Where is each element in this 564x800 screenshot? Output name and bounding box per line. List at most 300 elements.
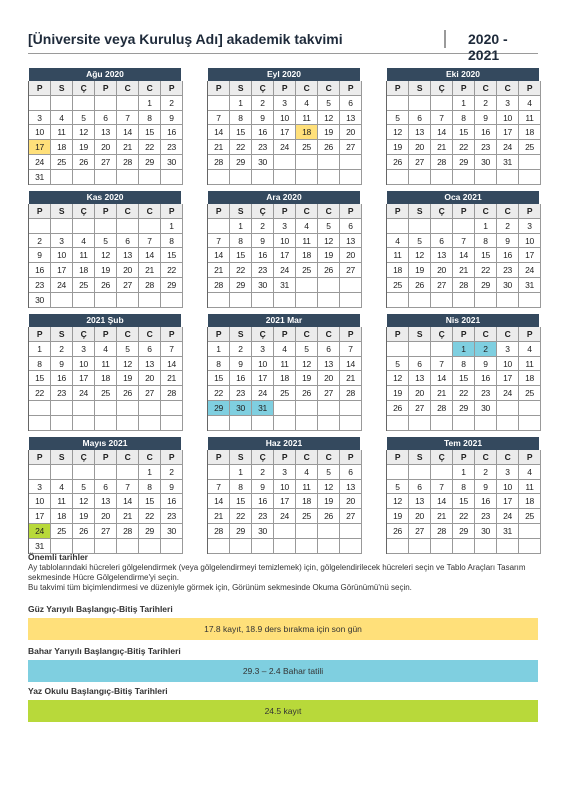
day-cell[interactable]: 11 xyxy=(519,480,541,495)
day-cell[interactable]: 14 xyxy=(431,494,453,509)
day-cell[interactable]: 21 xyxy=(453,263,475,278)
day-cell[interactable]: 3 xyxy=(252,342,274,357)
day-cell[interactable]: 26 xyxy=(387,401,409,416)
day-cell[interactable]: 27 xyxy=(95,155,117,170)
day-cell[interactable]: 17 xyxy=(29,509,51,524)
day-cell[interactable]: 27 xyxy=(340,263,362,278)
day-cell[interactable]: 24 xyxy=(274,263,296,278)
day-cell[interactable]: 21 xyxy=(139,263,161,278)
day-cell[interactable]: 24 xyxy=(29,524,51,539)
day-cell[interactable]: 28 xyxy=(431,524,453,539)
day-cell[interactable]: 20 xyxy=(409,140,431,155)
day-cell[interactable]: 15 xyxy=(208,371,230,386)
day-cell[interactable]: 21 xyxy=(117,140,139,155)
day-cell[interactable]: 2 xyxy=(475,96,497,111)
day-cell[interactable]: 30 xyxy=(252,155,274,170)
day-cell[interactable]: 28 xyxy=(208,155,230,170)
day-cell[interactable]: 25 xyxy=(51,524,73,539)
day-cell[interactable]: 4 xyxy=(296,465,318,480)
day-cell[interactable]: 15 xyxy=(475,248,497,263)
day-cell[interactable]: 19 xyxy=(387,140,409,155)
summer-school-bar[interactable]: 24.5 kayıt xyxy=(28,700,538,722)
day-cell[interactable]: 13 xyxy=(431,248,453,263)
day-cell[interactable]: 26 xyxy=(117,386,139,401)
day-cell[interactable]: 29 xyxy=(475,278,497,293)
day-cell[interactable]: 1 xyxy=(453,342,475,357)
day-cell[interactable]: 19 xyxy=(73,140,95,155)
day-cell[interactable]: 3 xyxy=(274,219,296,234)
day-cell[interactable]: 21 xyxy=(208,140,230,155)
day-cell[interactable]: 3 xyxy=(29,111,51,126)
day-cell[interactable]: 23 xyxy=(230,386,252,401)
day-cell[interactable]: 12 xyxy=(117,357,139,372)
day-cell[interactable]: 10 xyxy=(51,248,73,263)
day-cell[interactable]: 10 xyxy=(274,111,296,126)
day-cell[interactable]: 23 xyxy=(51,386,73,401)
day-cell[interactable]: 3 xyxy=(519,219,541,234)
day-cell[interactable]: 18 xyxy=(73,263,95,278)
day-cell[interactable]: 22 xyxy=(208,386,230,401)
day-cell[interactable]: 25 xyxy=(73,278,95,293)
day-cell[interactable]: 9 xyxy=(161,111,183,126)
day-cell[interactable]: 22 xyxy=(161,263,183,278)
day-cell[interactable]: 10 xyxy=(497,357,519,372)
day-cell[interactable]: 13 xyxy=(340,480,362,495)
day-cell[interactable]: 16 xyxy=(252,494,274,509)
day-cell[interactable]: 21 xyxy=(208,509,230,524)
day-cell[interactable]: 19 xyxy=(409,263,431,278)
day-cell[interactable]: 9 xyxy=(161,480,183,495)
day-cell[interactable]: 1 xyxy=(230,219,252,234)
day-cell[interactable]: 10 xyxy=(274,234,296,249)
day-cell[interactable]: 20 xyxy=(340,494,362,509)
day-cell[interactable]: 30 xyxy=(161,524,183,539)
day-cell[interactable]: 8 xyxy=(29,357,51,372)
day-cell[interactable]: 27 xyxy=(340,509,362,524)
day-cell[interactable]: 29 xyxy=(230,155,252,170)
day-cell[interactable]: 16 xyxy=(51,371,73,386)
day-cell[interactable]: 25 xyxy=(519,509,541,524)
day-cell[interactable]: 5 xyxy=(318,219,340,234)
day-cell[interactable]: 15 xyxy=(139,125,161,140)
day-cell[interactable]: 24 xyxy=(274,509,296,524)
day-cell[interactable]: 29 xyxy=(139,155,161,170)
day-cell[interactable]: 11 xyxy=(296,111,318,126)
day-cell[interactable]: 19 xyxy=(296,371,318,386)
day-cell[interactable]: 3 xyxy=(497,342,519,357)
day-cell[interactable]: 1 xyxy=(208,342,230,357)
day-cell[interactable]: 10 xyxy=(252,357,274,372)
day-cell[interactable]: 12 xyxy=(318,480,340,495)
day-cell[interactable]: 26 xyxy=(318,509,340,524)
day-cell[interactable]: 13 xyxy=(117,248,139,263)
day-cell[interactable]: 29 xyxy=(208,401,230,416)
day-cell[interactable]: 9 xyxy=(230,357,252,372)
day-cell[interactable]: 11 xyxy=(73,248,95,263)
day-cell[interactable]: 28 xyxy=(161,386,183,401)
day-cell[interactable]: 14 xyxy=(208,125,230,140)
day-cell[interactable]: 19 xyxy=(387,509,409,524)
day-cell[interactable]: 15 xyxy=(453,125,475,140)
day-cell[interactable]: 25 xyxy=(519,386,541,401)
day-cell[interactable]: 26 xyxy=(296,386,318,401)
day-cell[interactable]: 25 xyxy=(95,386,117,401)
day-cell[interactable]: 28 xyxy=(208,278,230,293)
day-cell[interactable]: 7 xyxy=(431,480,453,495)
day-cell[interactable]: 4 xyxy=(519,342,541,357)
day-cell[interactable]: 30 xyxy=(161,155,183,170)
day-cell[interactable]: 4 xyxy=(519,96,541,111)
day-cell[interactable]: 18 xyxy=(519,494,541,509)
day-cell[interactable]: 22 xyxy=(230,509,252,524)
day-cell[interactable]: 26 xyxy=(73,155,95,170)
day-cell[interactable]: 8 xyxy=(139,480,161,495)
day-cell[interactable]: 21 xyxy=(431,509,453,524)
day-cell[interactable]: 21 xyxy=(161,371,183,386)
day-cell[interactable]: 27 xyxy=(409,524,431,539)
day-cell[interactable]: 9 xyxy=(475,357,497,372)
day-cell[interactable]: 16 xyxy=(475,371,497,386)
day-cell[interactable]: 7 xyxy=(139,234,161,249)
day-cell[interactable]: 6 xyxy=(409,111,431,126)
day-cell[interactable]: 10 xyxy=(497,111,519,126)
day-cell[interactable]: 26 xyxy=(387,524,409,539)
day-cell[interactable]: 22 xyxy=(453,386,475,401)
day-cell[interactable]: 7 xyxy=(117,480,139,495)
day-cell[interactable]: 9 xyxy=(497,234,519,249)
day-cell[interactable]: 11 xyxy=(51,125,73,140)
day-cell[interactable]: 16 xyxy=(475,494,497,509)
day-cell[interactable]: 11 xyxy=(296,480,318,495)
day-cell[interactable]: 31 xyxy=(252,401,274,416)
day-cell[interactable]: 26 xyxy=(409,278,431,293)
day-cell[interactable]: 25 xyxy=(387,278,409,293)
day-cell[interactable]: 5 xyxy=(296,342,318,357)
day-cell[interactable]: 14 xyxy=(431,125,453,140)
day-cell[interactable]: 21 xyxy=(117,509,139,524)
day-cell[interactable]: 13 xyxy=(139,357,161,372)
day-cell[interactable]: 23 xyxy=(252,509,274,524)
day-cell[interactable]: 30 xyxy=(29,293,51,308)
day-cell[interactable]: 12 xyxy=(387,494,409,509)
day-cell[interactable]: 3 xyxy=(274,465,296,480)
day-cell[interactable]: 15 xyxy=(29,371,51,386)
day-cell[interactable]: 15 xyxy=(230,494,252,509)
day-cell[interactable]: 9 xyxy=(252,480,274,495)
day-cell[interactable]: 5 xyxy=(73,480,95,495)
day-cell[interactable]: 14 xyxy=(453,248,475,263)
day-cell[interactable]: 13 xyxy=(340,234,362,249)
day-cell[interactable]: 16 xyxy=(230,371,252,386)
day-cell[interactable]: 10 xyxy=(274,480,296,495)
day-cell[interactable]: 25 xyxy=(519,140,541,155)
day-cell[interactable]: 7 xyxy=(453,234,475,249)
day-cell[interactable]: 30 xyxy=(475,155,497,170)
day-cell[interactable]: 25 xyxy=(296,263,318,278)
day-cell[interactable]: 12 xyxy=(73,125,95,140)
day-cell[interactable]: 7 xyxy=(161,342,183,357)
day-cell[interactable]: 13 xyxy=(409,371,431,386)
day-cell[interactable]: 19 xyxy=(387,386,409,401)
day-cell[interactable]: 14 xyxy=(139,248,161,263)
day-cell[interactable]: 2 xyxy=(475,342,497,357)
day-cell[interactable]: 1 xyxy=(230,96,252,111)
day-cell[interactable]: 15 xyxy=(453,494,475,509)
day-cell[interactable]: 2 xyxy=(51,342,73,357)
day-cell[interactable]: 14 xyxy=(431,371,453,386)
day-cell[interactable]: 17 xyxy=(497,371,519,386)
day-cell[interactable]: 26 xyxy=(73,524,95,539)
day-cell[interactable]: 10 xyxy=(497,480,519,495)
day-cell[interactable]: 7 xyxy=(208,234,230,249)
day-cell[interactable]: 6 xyxy=(409,480,431,495)
day-cell[interactable]: 28 xyxy=(431,155,453,170)
day-cell[interactable]: 18 xyxy=(519,371,541,386)
day-cell[interactable]: 21 xyxy=(208,263,230,278)
day-cell[interactable]: 23 xyxy=(475,386,497,401)
day-cell[interactable]: 22 xyxy=(139,140,161,155)
day-cell[interactable]: 8 xyxy=(161,234,183,249)
day-cell[interactable]: 17 xyxy=(274,248,296,263)
day-cell[interactable]: 17 xyxy=(497,125,519,140)
day-cell[interactable]: 1 xyxy=(453,465,475,480)
fall-semester-bar[interactable]: 17.8 kayıt, 18.9 ders bırakma için son gün xyxy=(28,618,538,640)
day-cell[interactable]: 7 xyxy=(208,111,230,126)
day-cell[interactable]: 2 xyxy=(161,96,183,111)
day-cell[interactable]: 12 xyxy=(409,248,431,263)
day-cell[interactable]: 2 xyxy=(161,465,183,480)
day-cell[interactable]: 12 xyxy=(318,234,340,249)
day-cell[interactable]: 5 xyxy=(387,480,409,495)
day-cell[interactable]: 18 xyxy=(519,125,541,140)
day-cell[interactable]: 11 xyxy=(519,111,541,126)
day-cell[interactable]: 20 xyxy=(95,140,117,155)
spring-semester-bar[interactable]: 29.3 – 2.4 Bahar tatili xyxy=(28,660,538,682)
day-cell[interactable]: 16 xyxy=(497,248,519,263)
day-cell[interactable]: 19 xyxy=(318,125,340,140)
day-cell[interactable]: 10 xyxy=(519,234,541,249)
day-cell[interactable]: 17 xyxy=(252,371,274,386)
day-cell[interactable]: 9 xyxy=(475,111,497,126)
day-cell[interactable]: 12 xyxy=(387,125,409,140)
day-cell[interactable]: 20 xyxy=(340,248,362,263)
day-cell[interactable]: 30 xyxy=(230,401,252,416)
day-cell[interactable]: 14 xyxy=(161,357,183,372)
day-cell[interactable]: 8 xyxy=(475,234,497,249)
day-cell[interactable]: 5 xyxy=(409,234,431,249)
day-cell[interactable]: 3 xyxy=(51,234,73,249)
day-cell[interactable]: 4 xyxy=(274,342,296,357)
day-cell[interactable]: 1 xyxy=(29,342,51,357)
day-cell[interactable]: 15 xyxy=(161,248,183,263)
day-cell[interactable]: 9 xyxy=(475,480,497,495)
day-cell[interactable]: 28 xyxy=(208,524,230,539)
day-cell[interactable]: 4 xyxy=(51,111,73,126)
day-cell[interactable]: 12 xyxy=(95,248,117,263)
day-cell[interactable]: 4 xyxy=(296,96,318,111)
day-cell[interactable]: 20 xyxy=(117,263,139,278)
day-cell[interactable]: 28 xyxy=(340,386,362,401)
day-cell[interactable]: 17 xyxy=(274,125,296,140)
day-cell[interactable]: 13 xyxy=(95,125,117,140)
day-cell[interactable]: 19 xyxy=(117,371,139,386)
day-cell[interactable]: 12 xyxy=(73,494,95,509)
day-cell[interactable]: 18 xyxy=(296,125,318,140)
day-cell[interactable]: 13 xyxy=(95,494,117,509)
day-cell[interactable]: 8 xyxy=(230,111,252,126)
day-cell[interactable]: 18 xyxy=(95,371,117,386)
day-cell[interactable]: 31 xyxy=(519,278,541,293)
day-cell[interactable]: 24 xyxy=(519,263,541,278)
day-cell[interactable]: 30 xyxy=(497,278,519,293)
day-cell[interactable]: 9 xyxy=(29,248,51,263)
day-cell[interactable]: 11 xyxy=(95,357,117,372)
day-cell[interactable]: 28 xyxy=(117,524,139,539)
day-cell[interactable]: 21 xyxy=(431,386,453,401)
day-cell[interactable]: 11 xyxy=(51,494,73,509)
day-cell[interactable]: 29 xyxy=(230,278,252,293)
day-cell[interactable]: 24 xyxy=(497,386,519,401)
day-cell[interactable]: 7 xyxy=(340,342,362,357)
day-cell[interactable]: 27 xyxy=(117,278,139,293)
day-cell[interactable]: 9 xyxy=(252,234,274,249)
day-cell[interactable]: 11 xyxy=(519,357,541,372)
day-cell[interactable]: 31 xyxy=(497,155,519,170)
day-cell[interactable]: 15 xyxy=(139,494,161,509)
day-cell[interactable]: 27 xyxy=(340,140,362,155)
day-cell[interactable]: 23 xyxy=(252,140,274,155)
day-cell[interactable]: 8 xyxy=(453,111,475,126)
day-cell[interactable]: 21 xyxy=(340,371,362,386)
day-cell[interactable]: 25 xyxy=(51,155,73,170)
day-cell[interactable]: 5 xyxy=(117,342,139,357)
day-cell[interactable]: 18 xyxy=(51,509,73,524)
day-cell[interactable]: 23 xyxy=(475,140,497,155)
day-cell[interactable]: 3 xyxy=(497,96,519,111)
day-cell[interactable]: 7 xyxy=(431,357,453,372)
day-cell[interactable]: 29 xyxy=(139,524,161,539)
day-cell[interactable]: 29 xyxy=(453,155,475,170)
day-cell[interactable]: 6 xyxy=(409,357,431,372)
day-cell[interactable]: 12 xyxy=(387,371,409,386)
day-cell[interactable]: 2 xyxy=(29,234,51,249)
day-cell[interactable]: 16 xyxy=(475,125,497,140)
day-cell[interactable]: 6 xyxy=(95,480,117,495)
day-cell[interactable]: 15 xyxy=(230,125,252,140)
day-cell[interactable]: 2 xyxy=(497,219,519,234)
day-cell[interactable]: 5 xyxy=(318,465,340,480)
day-cell[interactable]: 27 xyxy=(139,386,161,401)
day-cell[interactable]: 6 xyxy=(318,342,340,357)
day-cell[interactable]: 20 xyxy=(95,509,117,524)
day-cell[interactable]: 12 xyxy=(318,111,340,126)
day-cell[interactable]: 20 xyxy=(340,125,362,140)
day-cell[interactable]: 31 xyxy=(29,170,51,185)
day-cell[interactable]: 23 xyxy=(161,509,183,524)
day-cell[interactable]: 19 xyxy=(73,509,95,524)
day-cell[interactable]: 19 xyxy=(318,248,340,263)
day-cell[interactable]: 8 xyxy=(230,480,252,495)
day-cell[interactable]: 18 xyxy=(51,140,73,155)
day-cell[interactable]: 28 xyxy=(117,155,139,170)
day-cell[interactable]: 1 xyxy=(230,465,252,480)
day-cell[interactable]: 24 xyxy=(73,386,95,401)
day-cell[interactable]: 22 xyxy=(453,509,475,524)
day-cell[interactable]: 12 xyxy=(296,357,318,372)
day-cell[interactable]: 20 xyxy=(431,263,453,278)
day-cell[interactable]: 1 xyxy=(139,465,161,480)
day-cell[interactable]: 3 xyxy=(29,480,51,495)
day-cell[interactable]: 1 xyxy=(475,219,497,234)
day-cell[interactable]: 4 xyxy=(51,480,73,495)
day-cell[interactable]: 11 xyxy=(387,248,409,263)
day-cell[interactable]: 5 xyxy=(95,234,117,249)
day-cell[interactable]: 4 xyxy=(387,234,409,249)
day-cell[interactable]: 6 xyxy=(340,465,362,480)
day-cell[interactable]: 25 xyxy=(296,140,318,155)
day-cell[interactable]: 4 xyxy=(519,465,541,480)
day-cell[interactable]: 18 xyxy=(387,263,409,278)
day-cell[interactable]: 5 xyxy=(387,357,409,372)
day-cell[interactable]: 2 xyxy=(252,465,274,480)
day-cell[interactable]: 24 xyxy=(497,140,519,155)
day-cell[interactable]: 4 xyxy=(296,219,318,234)
day-cell[interactable]: 2 xyxy=(230,342,252,357)
day-cell[interactable]: 18 xyxy=(296,248,318,263)
day-cell[interactable]: 28 xyxy=(431,401,453,416)
day-cell[interactable]: 3 xyxy=(73,342,95,357)
day-cell[interactable]: 15 xyxy=(453,371,475,386)
day-cell[interactable]: 30 xyxy=(252,524,274,539)
day-cell[interactable]: 8 xyxy=(453,480,475,495)
day-cell[interactable]: 8 xyxy=(453,357,475,372)
day-cell[interactable]: 29 xyxy=(161,278,183,293)
day-cell[interactable]: 4 xyxy=(73,234,95,249)
day-cell[interactable]: 17 xyxy=(51,263,73,278)
day-cell[interactable]: 14 xyxy=(117,494,139,509)
day-cell[interactable]: 13 xyxy=(409,125,431,140)
day-cell[interactable]: 29 xyxy=(453,524,475,539)
day-cell[interactable]: 7 xyxy=(117,111,139,126)
day-cell[interactable]: 23 xyxy=(497,263,519,278)
day-cell[interactable]: 25 xyxy=(296,509,318,524)
day-cell[interactable]: 21 xyxy=(431,140,453,155)
day-cell[interactable]: 11 xyxy=(274,357,296,372)
day-cell[interactable]: 27 xyxy=(95,524,117,539)
day-cell[interactable]: 18 xyxy=(296,494,318,509)
day-cell[interactable]: 18 xyxy=(274,371,296,386)
day-cell[interactable]: 14 xyxy=(117,125,139,140)
day-cell[interactable]: 31 xyxy=(497,524,519,539)
day-cell[interactable]: 28 xyxy=(453,278,475,293)
day-cell[interactable]: 17 xyxy=(519,248,541,263)
day-cell[interactable]: 2 xyxy=(252,96,274,111)
day-cell[interactable]: 15 xyxy=(230,248,252,263)
day-cell[interactable]: 1 xyxy=(161,219,183,234)
day-cell[interactable]: 30 xyxy=(475,524,497,539)
day-cell[interactable]: 22 xyxy=(230,263,252,278)
day-cell[interactable]: 27 xyxy=(409,155,431,170)
day-cell[interactable]: 16 xyxy=(161,125,183,140)
day-cell[interactable]: 4 xyxy=(95,342,117,357)
day-cell[interactable]: 17 xyxy=(29,140,51,155)
day-cell[interactable]: 31 xyxy=(274,278,296,293)
day-cell[interactable]: 20 xyxy=(409,386,431,401)
day-cell[interactable]: 9 xyxy=(252,111,274,126)
day-cell[interactable]: 27 xyxy=(431,278,453,293)
day-cell[interactable]: 19 xyxy=(318,494,340,509)
day-cell[interactable]: 11 xyxy=(296,234,318,249)
